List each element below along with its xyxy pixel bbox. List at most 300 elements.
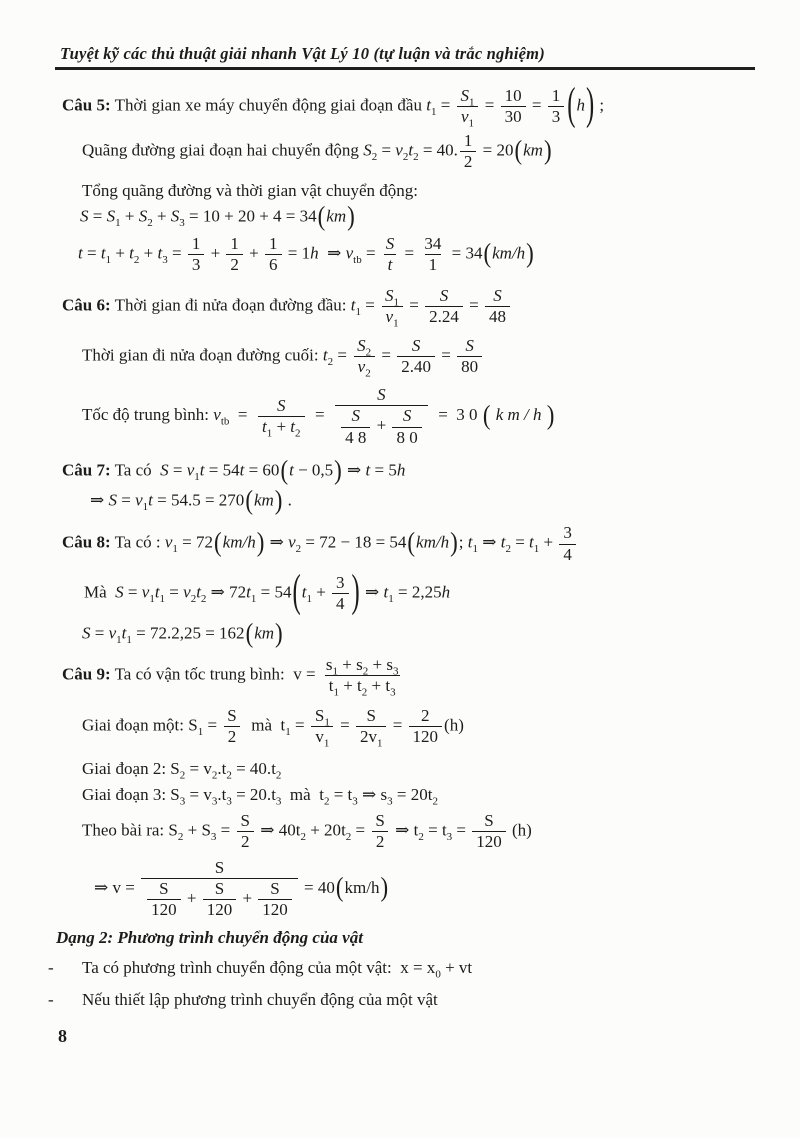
numerator <box>382 234 399 254</box>
subscript: 2 <box>147 217 153 230</box>
math-text: Giai đoạn một: <box>82 715 189 735</box>
math-text: ⇒ <box>390 820 414 840</box>
math-text: S <box>214 857 225 877</box>
subscript: 2 <box>295 543 302 556</box>
math-text: v <box>213 405 221 425</box>
fraction <box>322 654 403 699</box>
denominator <box>188 254 205 275</box>
denominator <box>559 544 576 565</box>
math-text: 8 0 <box>396 427 418 447</box>
math-text: = <box>306 405 334 425</box>
math-text: = 40. <box>231 758 272 778</box>
math-text: 4 <box>563 544 572 564</box>
numerator <box>188 234 205 254</box>
math-text: 120 <box>151 899 177 919</box>
math-text: = <box>405 295 424 315</box>
bullet-line-1 <box>48 958 760 981</box>
math-text: ⇒ <box>357 784 381 804</box>
math-text: + <box>238 888 257 908</box>
denominator <box>311 726 333 750</box>
math-text: v <box>203 758 212 778</box>
subscript: 2 <box>365 367 371 380</box>
subscript: 1 <box>105 253 112 266</box>
subscript: 2 <box>179 769 186 782</box>
math-text: h <box>310 243 319 263</box>
math-text: 1 <box>428 255 438 275</box>
subscript: 3 <box>387 795 393 808</box>
math-text: = 20 <box>478 140 514 160</box>
subscript: 1 <box>266 427 273 440</box>
math-text: ⇒ 72 <box>206 582 247 602</box>
fraction <box>485 286 510 327</box>
math-text: t <box>246 582 251 602</box>
math-text: t <box>365 460 371 480</box>
fraction <box>409 706 443 747</box>
math-text: 3 <box>551 107 561 127</box>
math-text: v <box>395 140 403 160</box>
math-text: km <box>326 206 347 226</box>
math-text: Thời gian xe máy chuyển động giai đoạn đầu <box>110 95 427 115</box>
math-text: = 5 <box>370 460 397 480</box>
math-text: = 34 <box>447 243 483 263</box>
math-text: ⇒ <box>318 243 346 263</box>
fraction <box>381 286 403 330</box>
math-text: = <box>185 784 204 804</box>
subscript: 2 <box>295 427 301 440</box>
math-text: s <box>386 654 393 674</box>
math-text: S <box>439 286 449 306</box>
math-text: = <box>329 784 348 804</box>
fraction <box>237 811 254 852</box>
fraction <box>226 234 243 275</box>
math-line-cau6b <box>82 336 760 380</box>
numerator <box>381 286 403 309</box>
math-text: 1 <box>230 234 239 254</box>
math-text: 80 <box>461 357 479 377</box>
math-text: = <box>82 243 101 263</box>
math-text: ; <box>595 95 605 115</box>
math-text: 120 <box>412 726 439 746</box>
math-text: = <box>333 345 352 365</box>
math-text: s <box>380 784 388 804</box>
subscript: 1 <box>115 217 121 230</box>
math-text: ⇒ <box>265 532 289 552</box>
math-text: Tổng quãng đường và thời gian vật chuyển động: <box>82 181 418 201</box>
math-line-v-final <box>94 858 760 920</box>
math-text: = <box>290 715 309 735</box>
subscript: 3 <box>390 686 396 699</box>
numerator <box>457 86 479 109</box>
math-text: + <box>183 820 202 840</box>
subscript: 2 <box>362 665 369 677</box>
math-text: = 2,25 <box>393 582 442 602</box>
math-text: t <box>328 675 334 695</box>
numerator <box>211 858 228 878</box>
subscript: 1 <box>116 633 122 646</box>
numerator <box>501 86 526 106</box>
math-text: t <box>427 784 433 804</box>
subscript: 2 <box>418 830 424 843</box>
subscript: 3 <box>162 253 168 266</box>
math-text: Dạng 2: Phương trình chuyển động của vật <box>56 928 363 948</box>
math-text: Câu 9: <box>62 664 111 684</box>
denominator <box>409 726 443 747</box>
math-text: 120 <box>262 899 288 919</box>
math-text: t <box>467 532 473 552</box>
math-text: v <box>357 357 366 377</box>
paren: ) <box>585 80 595 131</box>
math-text: 3 <box>191 255 201 275</box>
paren: ) <box>275 618 283 648</box>
math-text: t <box>426 95 431 115</box>
math-text: t <box>408 140 414 160</box>
denominator <box>425 306 463 327</box>
math-text: = <box>335 715 354 735</box>
numerator <box>311 705 334 729</box>
math-text: + <box>311 582 331 602</box>
math-text: t <box>121 623 127 643</box>
numerator <box>237 811 254 831</box>
fraction <box>223 706 240 747</box>
math-line-cau8 <box>62 523 760 564</box>
math-text: (h) <box>507 820 532 840</box>
fraction <box>425 286 463 327</box>
math-text: + <box>367 675 386 695</box>
math-text: Giai đoạn 2: <box>82 758 171 778</box>
math-text: Câu 8: <box>62 532 111 552</box>
math-text: S <box>460 86 470 105</box>
denominator <box>501 106 526 127</box>
paren: ) <box>543 135 552 165</box>
fraction <box>559 523 576 564</box>
denominator <box>425 254 442 275</box>
math-text: = <box>351 820 370 840</box>
subscript: 2 <box>275 769 282 782</box>
math-text: S <box>351 406 360 426</box>
subscript: 3 <box>179 795 186 808</box>
header-rule <box>55 67 755 70</box>
subscript: 3 <box>179 217 185 230</box>
subscript: 1 <box>159 592 166 605</box>
math-text: + <box>139 243 158 263</box>
math-text: S <box>363 140 372 160</box>
subscript: 2 <box>200 592 207 605</box>
math-text: t <box>196 582 201 602</box>
denominator <box>258 899 292 920</box>
math-text: t <box>148 490 153 510</box>
math-line-cau6 <box>62 286 760 330</box>
math-text: = <box>452 820 471 840</box>
content <box>48 80 760 1010</box>
math-text: S <box>170 206 180 226</box>
math-text: km/h <box>492 243 526 263</box>
math-text: = <box>400 243 419 263</box>
subscript: 1 <box>333 686 339 699</box>
subscript: 1 <box>533 543 540 556</box>
math-text: v <box>135 490 143 510</box>
math-text: t <box>500 532 506 552</box>
fraction <box>311 705 334 750</box>
math-text: S <box>227 705 237 725</box>
math-text: t <box>529 532 534 552</box>
math-text: = 10 + 20 + 4 = 34 <box>184 206 317 226</box>
math-text: 1 <box>463 131 473 151</box>
math-text: t <box>319 784 324 804</box>
math-text: S <box>214 878 225 898</box>
subscript: 2 <box>361 686 368 699</box>
denominator <box>457 106 478 130</box>
math-text: t <box>221 784 227 804</box>
subscript: 3 <box>211 795 218 808</box>
math-text: 48 <box>488 307 506 327</box>
denominator <box>472 831 506 852</box>
page-number: 8 <box>58 1026 67 1047</box>
subscript: 1 <box>306 592 312 605</box>
subscript: 2 <box>226 769 232 782</box>
fraction <box>141 858 298 920</box>
subscript: 1 <box>472 543 478 556</box>
math-text: Giai đoạn 3: <box>82 784 171 804</box>
math-text: t <box>322 345 328 365</box>
bullet-dash: - <box>48 958 54 978</box>
math-text: = 20. <box>231 784 272 804</box>
subscript: 1 <box>197 725 204 738</box>
math-text: S <box>108 490 117 510</box>
math-text: 2 <box>227 726 237 746</box>
math-text: v <box>108 623 117 643</box>
math-text: s <box>356 654 363 674</box>
paren: ) <box>450 527 458 558</box>
math-text: . <box>217 758 222 778</box>
math-text: km/h <box>416 532 450 552</box>
denominator <box>265 254 282 275</box>
math-text: km <box>253 490 274 510</box>
math-text: S <box>160 460 169 480</box>
paren: ) <box>274 485 283 515</box>
paren: ( <box>514 135 523 165</box>
paren: ( <box>214 527 222 558</box>
numerator <box>559 523 576 543</box>
paren: ( <box>407 527 416 558</box>
math-text: S <box>366 705 376 725</box>
math-text: v <box>385 307 394 327</box>
math-text: + <box>368 654 387 674</box>
math-text: + <box>120 206 139 226</box>
fraction <box>382 234 399 275</box>
math-text: = <box>510 532 530 552</box>
subscript: 2 <box>345 830 352 843</box>
subscript: 2 <box>402 150 409 163</box>
math-text: v <box>186 460 195 480</box>
numerator <box>348 406 365 426</box>
math-text: t <box>100 243 106 263</box>
subscript: 3 <box>392 665 399 677</box>
fraction <box>501 86 526 127</box>
math-text: v <box>203 784 212 804</box>
math-text: t <box>221 758 227 778</box>
denominator <box>203 899 237 920</box>
fraction <box>265 234 282 275</box>
fraction <box>457 336 482 377</box>
math-text: = <box>203 715 222 735</box>
math-text: 2 <box>230 255 239 275</box>
subscript: 2 <box>327 356 334 369</box>
math-line-cau7b <box>90 485 760 515</box>
math-text: km <box>523 140 543 160</box>
denominator <box>224 726 241 747</box>
math-line-cau9 <box>62 654 760 699</box>
subscript: 1 <box>376 737 383 750</box>
numerator <box>399 406 416 426</box>
paren: ( <box>317 201 326 232</box>
math-text: mà <box>242 715 281 735</box>
math-line-s2 <box>82 131 760 172</box>
bullet-line-2 <box>48 990 760 1010</box>
bullet-dash: - <box>48 990 54 1010</box>
math-text: ; <box>458 532 468 552</box>
math-line-cau8b <box>84 566 760 617</box>
math-text: + <box>244 243 263 263</box>
heading-dang2 <box>56 928 760 948</box>
subscript: 3 <box>352 795 358 808</box>
math-text: t <box>413 820 419 840</box>
math-text: Thời gian đi nửa đoạn đường đầu: <box>110 295 351 315</box>
numerator <box>408 336 425 356</box>
math-text: S <box>277 395 286 415</box>
math-text: t <box>295 820 301 840</box>
math-text: Nếu thiết lập phương trình chuyển động của một vật <box>82 990 438 1010</box>
math-text: = <box>229 405 256 425</box>
denominator <box>372 831 389 852</box>
math-text: + vt <box>440 958 473 978</box>
math-line-cau7 <box>62 455 760 485</box>
denominator <box>460 151 477 172</box>
math-text: + <box>111 243 130 263</box>
denominator <box>332 593 349 614</box>
numerator <box>489 286 506 306</box>
math-text: Ta có vận tốc trung bình: v = <box>110 664 320 684</box>
math-text: + <box>182 888 201 908</box>
math-text: = <box>423 820 442 840</box>
subscript: 1 <box>469 96 475 109</box>
math-text: S <box>402 406 412 426</box>
math-text: 2 <box>241 831 250 851</box>
math-text: ⇒ <box>342 460 366 480</box>
denominator <box>356 726 387 750</box>
math-text: Quãng đường giai đoạn hai chuyển động <box>82 140 364 160</box>
math-text: 2 <box>463 152 473 172</box>
math-text: = <box>480 95 499 115</box>
numerator <box>322 655 403 675</box>
numerator <box>265 234 282 254</box>
subscript: 3 <box>446 830 453 843</box>
numerator <box>371 811 388 831</box>
math-text: S <box>138 206 148 226</box>
math-text: S <box>375 810 385 830</box>
math-text: t <box>341 820 346 840</box>
fraction <box>341 406 370 447</box>
math-text: − 0,5 <box>293 460 334 480</box>
math-text: ⇒ v = <box>94 877 140 897</box>
denominator <box>397 356 435 377</box>
math-text: S <box>159 878 169 898</box>
math-text: 3 <box>336 572 345 592</box>
numerator <box>223 706 240 726</box>
fraction <box>460 131 477 172</box>
math-text: S <box>188 715 198 735</box>
subscript: 1 <box>250 592 257 605</box>
denominator <box>335 405 428 447</box>
numerator <box>460 131 477 151</box>
math-text: t <box>385 675 391 695</box>
denominator <box>485 306 510 327</box>
denominator <box>382 306 403 330</box>
math-text: = 72 <box>177 532 214 552</box>
fraction <box>420 234 445 275</box>
math-text: 1 <box>269 234 278 254</box>
subscript: 3 <box>226 795 232 808</box>
subscript: 2 <box>505 543 511 556</box>
math-text: h <box>441 582 451 602</box>
math-text: t <box>129 243 134 263</box>
math-text: v <box>141 582 150 602</box>
math-text: S <box>170 784 180 804</box>
math-text: Mà <box>84 582 116 602</box>
math-text: t <box>289 460 294 480</box>
math-line-giaidoan3 <box>82 784 760 808</box>
subscript: 2 <box>432 795 438 808</box>
math-text: t <box>239 460 245 480</box>
numerator <box>332 573 349 593</box>
page-header <box>60 44 760 70</box>
math-text: 30 <box>504 107 522 127</box>
math-text: ⇒ <box>90 490 109 510</box>
denominator <box>354 356 375 380</box>
math-text: 34 <box>424 234 442 254</box>
math-text: = 40 <box>299 877 335 897</box>
math-text: S <box>493 286 502 306</box>
subscript: 2 <box>323 795 330 808</box>
math-text: S <box>201 820 211 840</box>
numerator <box>211 879 228 899</box>
math-text: t <box>271 758 276 778</box>
numerator <box>420 234 445 254</box>
subscript: 1 <box>142 500 149 513</box>
math-text: + <box>338 675 358 695</box>
paren: ) <box>546 400 555 430</box>
math-text: km <box>254 623 275 643</box>
math-text: v <box>288 532 296 552</box>
math-text: + 20 <box>305 820 342 840</box>
math-text: t <box>271 784 276 804</box>
numerator <box>417 706 434 726</box>
math-text: t <box>301 582 307 602</box>
math-text: + <box>152 206 171 226</box>
paren: ) <box>526 238 534 268</box>
math-text: = <box>464 295 483 315</box>
denominator <box>392 427 421 448</box>
subscript: 2 <box>177 830 184 843</box>
subscript: 3 <box>275 795 282 808</box>
subscript: 1 <box>355 306 361 319</box>
math-text: Ta có phương trình chuyển động của một vật: x = x <box>82 958 436 978</box>
numerator <box>461 336 478 356</box>
paren: ( <box>245 485 253 515</box>
numerator <box>353 336 375 359</box>
math-text: = 54 <box>256 582 292 602</box>
subscript: 1 <box>324 716 330 729</box>
paren: ) <box>256 527 265 558</box>
